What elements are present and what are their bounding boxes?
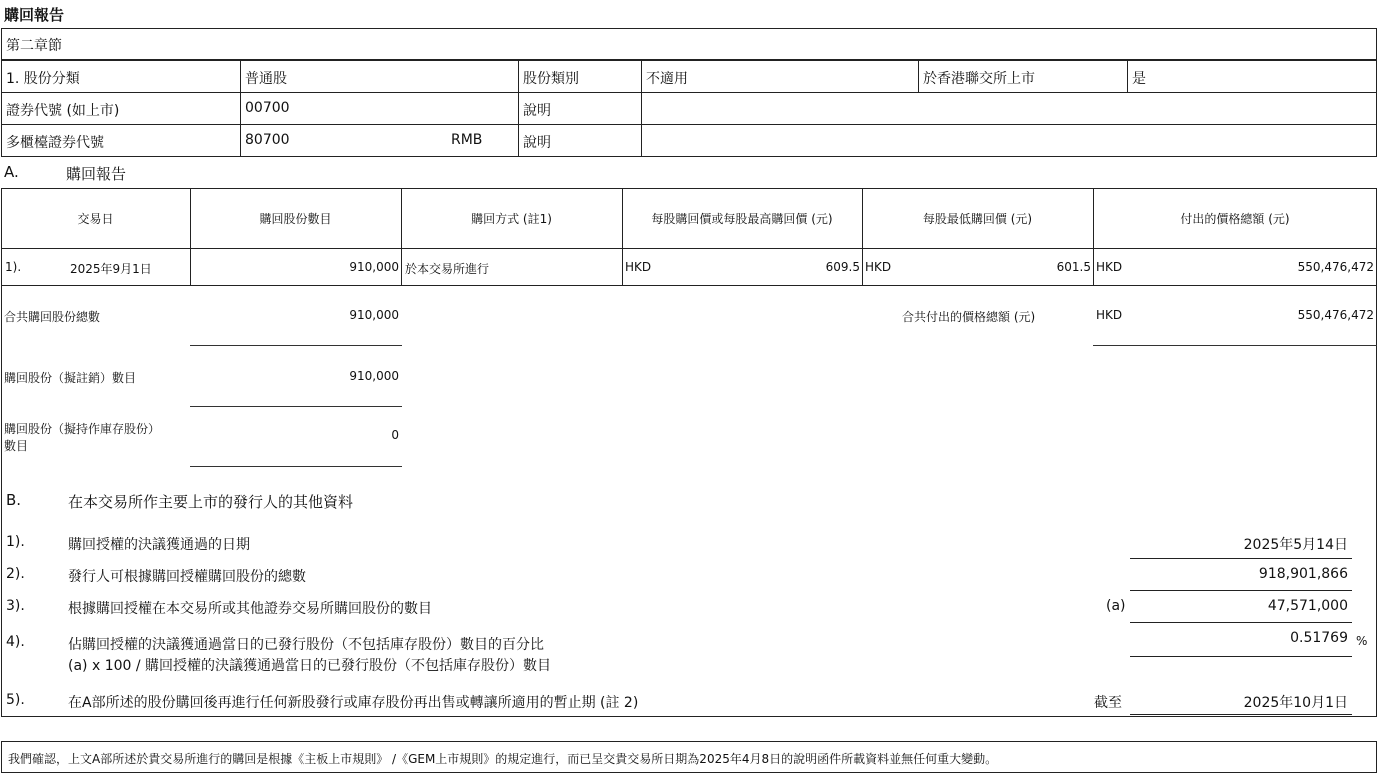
info-table xyxy=(1,60,1377,157)
b-item-5-mark: 截至 xyxy=(1094,695,1122,711)
row-high-price: 609.5 xyxy=(825,260,860,274)
header-shares: 購回股份數目 xyxy=(259,212,332,226)
row-shares: 910,000 xyxy=(349,260,399,274)
page-title: 購回報告 xyxy=(4,6,65,24)
b-item-3-value: 47,571,000 xyxy=(1267,598,1348,614)
total-shares-value: 910,000 xyxy=(349,308,399,322)
section-a-title: 購回報告 xyxy=(66,165,127,183)
confirmation-text: 我們確認，上文A部所述於貴交易所進行的購回是根據《主板上市規則》 /《GEM上市規則》的規定進行，而已呈交貴交易所日期為2025年4月8日的說明函件所載資料並無任何重大變動。 xyxy=(8,752,998,766)
row-total-currency: HKD xyxy=(1096,260,1123,274)
header-low-price: 每股最低購回價 (元) xyxy=(922,212,1033,226)
cancel-shares-value: 910,000 xyxy=(349,369,399,383)
header-total-paid: 付出的價格總額 (元) xyxy=(1180,212,1290,226)
b-item-3-num: 3). xyxy=(6,598,25,614)
row-low-currency: HKD xyxy=(865,260,892,274)
b-item-4-text-2: (a) x 100 / 購回授權的決議獲通過當日的已發行股份（不包括庫存股份）數目 xyxy=(68,658,552,674)
listed-value: 是 xyxy=(1132,71,1146,87)
treasury-shares-value: 0 xyxy=(391,428,399,442)
treasury-shares-label-2: 數目 xyxy=(4,439,29,453)
header-method: 購回方式 (註1) xyxy=(471,212,552,226)
chapter-label: 第二章節 xyxy=(6,38,62,54)
multi-counter-label: 多櫃檯證券代號 xyxy=(6,135,104,151)
header-trade-date: 交易日 xyxy=(77,212,114,226)
b-item-2-value: 918,901,866 xyxy=(1258,566,1348,582)
stock-code-desc-label: 說明 xyxy=(523,103,551,119)
row-number: 1). xyxy=(5,260,22,274)
section-b-title: 在本交易所作主要上市的發行人的其他資料 xyxy=(68,493,354,511)
share-class-value: 普通股 xyxy=(245,71,287,87)
share-type-value: 不適用 xyxy=(646,71,688,87)
b-item-5-text: 在A部所述的股份購回後再進行任何新股發行或庫存股份再出售或轉讓所適用的暫止期 (註 2) xyxy=(68,695,639,711)
total-paid-label: 合共付出的價格總額 (元) xyxy=(902,310,1036,324)
total-paid-currency: HKD xyxy=(1096,308,1123,322)
b-item-2-num: 2). xyxy=(6,566,25,582)
total-paid-value: 550,476,472 xyxy=(1297,308,1374,322)
b-item-5-num: 5). xyxy=(6,692,25,708)
b-item-3-text: 根據購回授權在本交易所或其他證券交易所購回股份的數目 xyxy=(68,601,432,617)
b-item-1-text: 購回授權的決議獲通過的日期 xyxy=(68,537,250,553)
multi-counter-value: 80700 xyxy=(245,132,290,148)
chapter-box xyxy=(1,28,1377,60)
multi-counter-desc-label: 說明 xyxy=(523,135,551,151)
row-method: 於本交易所進行 xyxy=(405,262,490,276)
multi-counter-currency: RMB xyxy=(451,132,483,148)
share-type-label: 股份類別 xyxy=(523,71,579,87)
stock-code-value: 00700 xyxy=(245,100,290,116)
section-b-letter: B. xyxy=(6,491,22,509)
b-item-4-value: 0.51769 xyxy=(1290,630,1348,646)
b-item-2-text: 發行人可根據購回授權購回股份的總數 xyxy=(68,569,306,585)
share-class-label: 1. 股份分類 xyxy=(6,71,80,87)
listed-label: 於香港聯交所上市 xyxy=(923,71,1035,87)
b-item-4-text: 佔購回授權的決議獲通過當日的已發行股份（不包括庫存股份）數目的百分比 xyxy=(68,637,544,653)
b-item-3-mark: (a) xyxy=(1106,598,1126,614)
b-item-4-unit: % xyxy=(1356,634,1368,648)
b-item-5-value: 2025年10月1日 xyxy=(1243,695,1348,711)
section-a-letter: A. xyxy=(4,163,19,181)
b-item-4-num: 4). xyxy=(6,634,25,650)
stock-code-label: 證券代號 (如上市) xyxy=(6,103,120,119)
b-item-1-value: 2025年5月14日 xyxy=(1243,537,1348,553)
treasury-shares-label-1: 購回股份（擬持作庫存股份） xyxy=(4,422,161,436)
header-high-price: 每股購回價或每股最高購回價 (元) xyxy=(651,212,833,226)
b-item-1-num: 1). xyxy=(6,534,25,550)
row-low-price: 601.5 xyxy=(1056,260,1091,274)
row-high-currency: HKD xyxy=(625,260,652,274)
cancel-shares-label: 購回股份（擬註銷）數目 xyxy=(4,371,137,385)
row-total-paid: 550,476,472 xyxy=(1297,260,1374,274)
row-trade-date: 2025年9月1日 xyxy=(70,262,152,276)
total-shares-label: 合共購回股份總數 xyxy=(4,310,101,324)
